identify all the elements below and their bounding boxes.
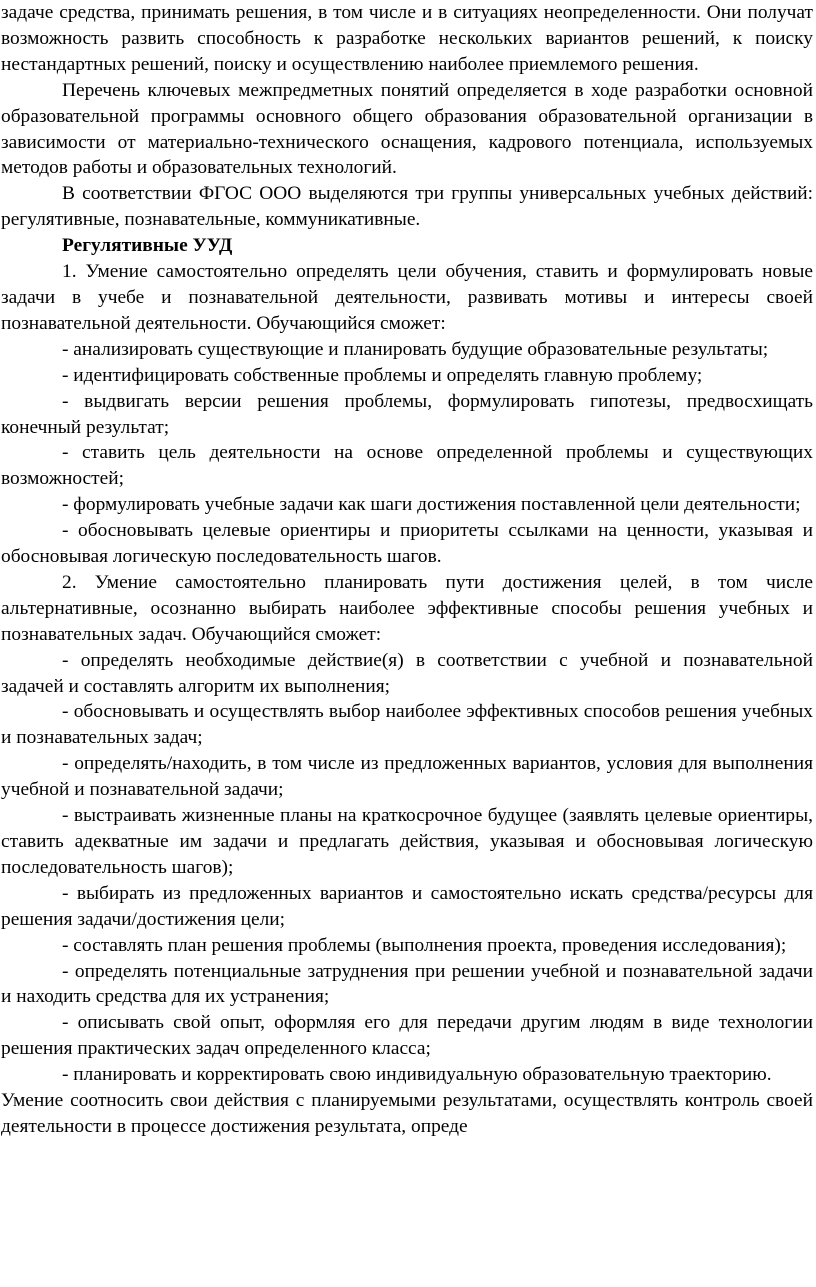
- list-item: - формулировать учебные задачи как шаги достижения поставленной цели деятельности;: [62, 494, 801, 516]
- list-item: - выбирать из предложенных вариантов и самостоятельно искать средства/ресурсы для решения задачи/достижения цели;: [1, 882, 813, 930]
- list-item: - обосновывать и осуществлять выбор наиболее эффективных способов решения учебных и познавательных задач;: [1, 701, 813, 749]
- list-item: - определять/находить, в том числе из предложенных вариантов, условия для выполнения учебной и познавательной задачи;: [1, 753, 813, 801]
- list-item: - выдвигать версии решения проблемы, формулировать гипотезы, предвосхищать конечный результат;: [1, 390, 813, 438]
- item2-intro: 2. Умение самостоятельно планировать пути достижения целей, в том числе альтернативные, осознанно выбирать наиболее эффективные способы решения учебных и познавательных задач. Обучающийся сможет:: [1, 571, 813, 645]
- list-item: - идентифицировать собственные проблемы и определять главную проблему;: [62, 364, 703, 386]
- list-item: - описывать свой опыт, оформляя его для передачи другим людям в виде технологии решения практических задач определенного класса;: [1, 1012, 813, 1060]
- list-item: - обосновывать целевые ориентиры и приоритеты ссылками на ценности, указывая и обосновывая логическую последовательность шагов.: [1, 520, 813, 568]
- paragraph-fgos: В соответствии ФГОС ООО выделяются три группы универсальных учебных действий: регулятивные, познавательные, коммуникативные.: [1, 183, 813, 231]
- item1-intro: 1. Умение самостоятельно определять цели обучения, ставить и формулировать новые задачи в учебе и познавательной деятельности, развивать мотивы и интересы своей познавательной деятельности. Обучающийся сможет:: [1, 261, 813, 334]
- list-item: - планировать и корректировать свою индивидуальную образовательную траекторию.: [62, 1064, 772, 1086]
- section-heading: Регулятивные УУД: [62, 235, 233, 257]
- list-item: - выстраивать жизненные планы на краткосрочное будущее (заявлять целевые ориентиры, ставить адекватные им задачи и предлагать действия, указывая и обосновывая логическую последовательность шагов);: [1, 805, 813, 878]
- paragraph-trailing: Умение соотносить свои действия с планируемыми результатами, осуществлять контроль своей деятельности в процессе достижения результата, опреде: [1, 1090, 813, 1137]
- paragraph-continuation: задаче средства, принимать решения, в том числе и в ситуациях неопределенности. Они получат возможность развить способность к разработке нескольких вариантов решений, к поиску нестандартных решений, поиску и осуществлению наиболее приемлемого решения.: [1, 2, 813, 75]
- list-item: - анализировать существующие и планировать будущие образовательные результаты;: [62, 338, 769, 360]
- list-item: - определять потенциальные затруднения при решении учебной и познавательной задачи и находить средства для их устранения;: [1, 960, 813, 1008]
- list-item: - ставить цель деятельности на основе определенной проблемы и существующих возможностей;: [1, 442, 813, 490]
- list-item: - составлять план решения проблемы (выполнения проекта, проведения исследования);: [62, 934, 787, 956]
- list-item: - определять необходимые действие(я) в соответствии с учебной и познавательной задачей и составлять алгоритм их выполнения;: [1, 649, 813, 697]
- paragraph-concepts: Перечень ключевых межпредметных понятий определяется в ходе разработки основной образовательной программы основного общего образования образовательной организации в зависимости от материально-технического оснащения, кадрового потенциала, используемых методов работы и образовательных технологий.: [1, 79, 813, 179]
